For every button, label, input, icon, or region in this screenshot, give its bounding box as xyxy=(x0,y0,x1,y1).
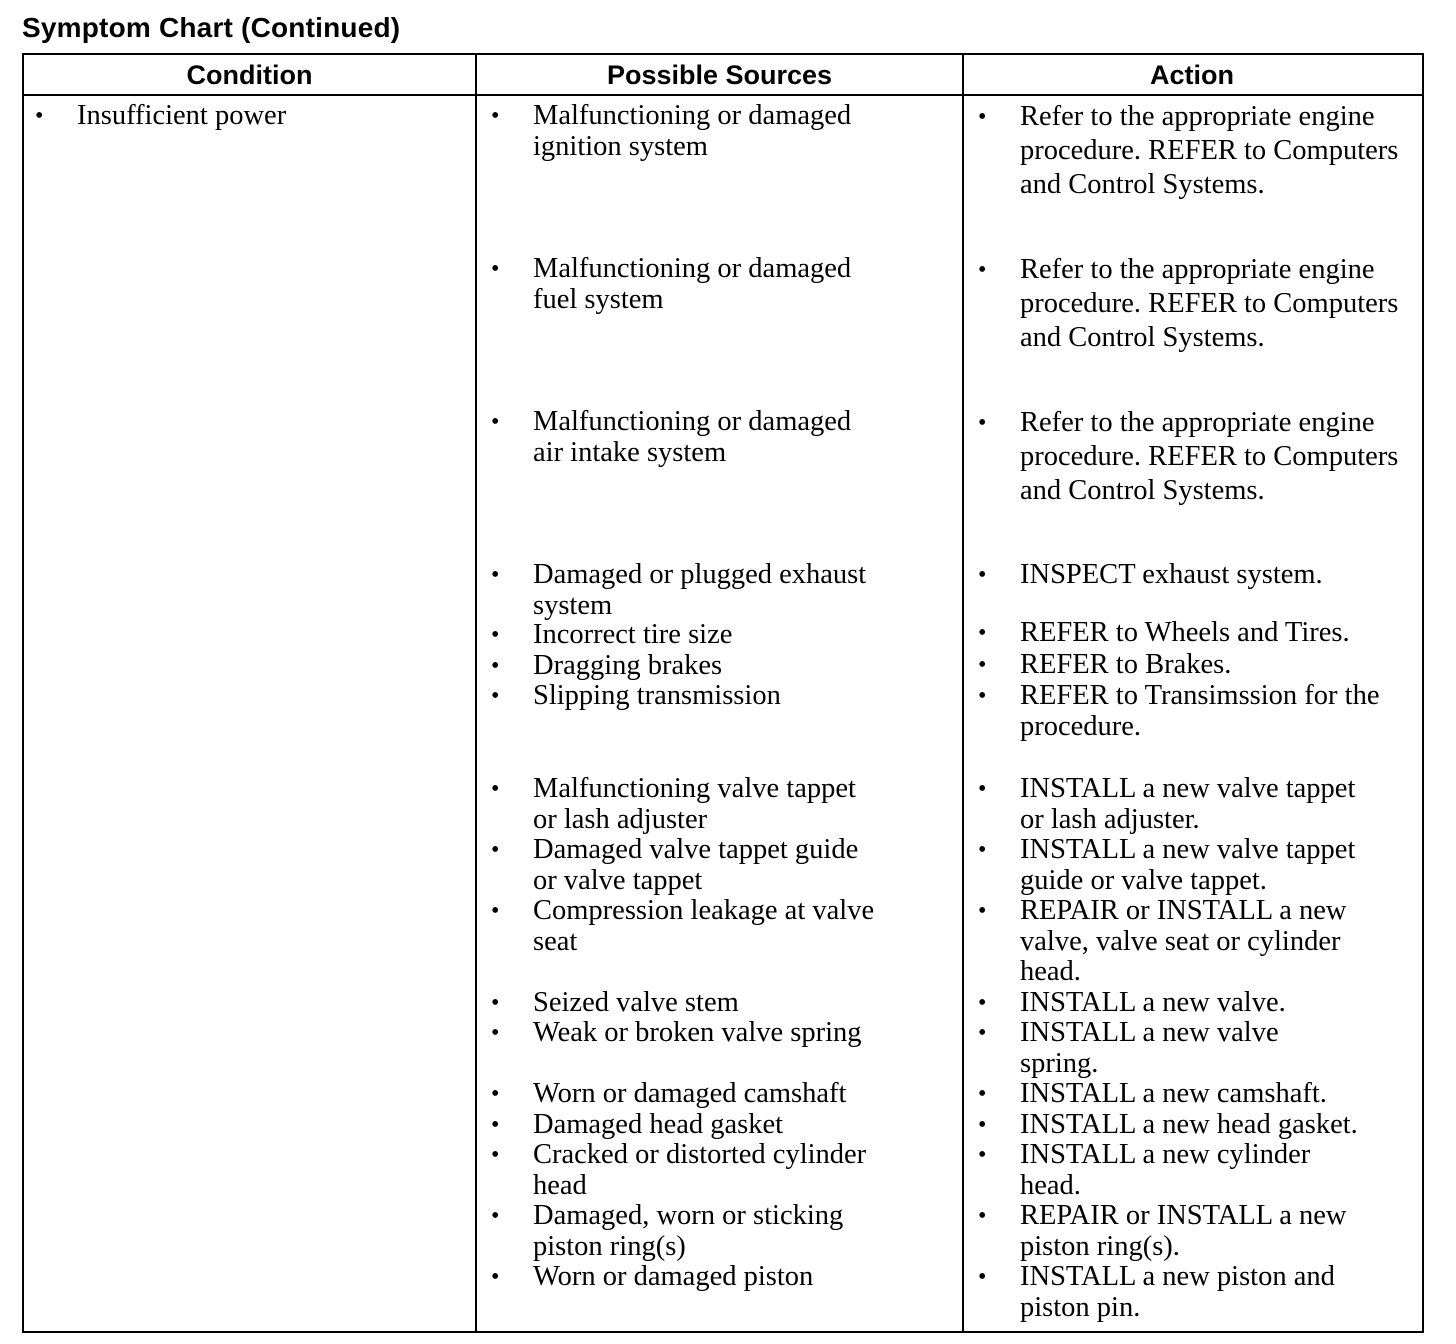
source-bullet: • xyxy=(491,653,500,679)
action-bullet: • xyxy=(978,257,987,283)
column-divider xyxy=(475,53,477,1333)
condition-bullet: • xyxy=(35,103,44,129)
action-item: INSTALL a new valve tappet guide or valve tappet. xyxy=(1020,834,1356,896)
header-divider xyxy=(22,94,1424,96)
source-item: Weak or broken valve spring xyxy=(533,1017,862,1048)
action-bullet: • xyxy=(978,652,987,678)
source-bullet: • xyxy=(491,409,500,435)
action-item: INSTALL a new valve. xyxy=(1020,987,1286,1018)
source-bullet: • xyxy=(491,256,500,282)
source-bullet: • xyxy=(491,622,500,648)
source-item: Damaged head gasket xyxy=(533,1109,784,1140)
action-item: Refer to the appropriate engine procedure. REFER to Computers and Control Systems. xyxy=(1020,101,1399,200)
action-item: REFER to Wheels and Tires. xyxy=(1020,617,1350,648)
source-item: Incorrect tire size xyxy=(533,619,733,650)
action-bullet: • xyxy=(978,1264,987,1290)
source-item: Malfunctioning or damaged ignition system xyxy=(533,100,852,162)
action-bullet: • xyxy=(978,1112,987,1138)
source-item: Cracked or distorted cylinder head xyxy=(533,1139,867,1201)
source-item: Malfunctioning or damaged fuel system xyxy=(533,253,852,315)
action-bullet: • xyxy=(978,620,987,646)
source-bullet: • xyxy=(491,1020,500,1046)
action-item: INSTALL a new camshaft. xyxy=(1020,1078,1327,1109)
source-item: Damaged or plugged exhaust system xyxy=(533,559,867,621)
header-condition: Condition xyxy=(186,60,313,90)
action-item: REPAIR or INSTALL a new piston ring(s). xyxy=(1020,1200,1347,1262)
action-bullet: • xyxy=(978,1142,987,1168)
source-item: Damaged, worn or sticking piston ring(s) xyxy=(533,1200,844,1262)
source-bullet: • xyxy=(491,562,500,588)
source-item: Malfunctioning valve tappet or lash adjuster xyxy=(533,773,856,835)
action-bullet: • xyxy=(978,837,987,863)
action-item: INSTALL a new cylinder head. xyxy=(1020,1139,1311,1201)
action-item: Refer to the appropriate engine procedure. REFER to Computers and Control Systems. xyxy=(1020,407,1399,506)
action-bullet: • xyxy=(978,1081,987,1107)
source-item: Compression leakage at valve seat xyxy=(533,895,875,957)
source-item: Damaged valve tappet guide or valve tappet xyxy=(533,834,859,896)
action-bullet: • xyxy=(978,410,987,436)
action-bullet: • xyxy=(978,104,987,130)
action-bullet: • xyxy=(978,776,987,802)
header-action: Action xyxy=(1150,60,1234,90)
source-bullet: • xyxy=(491,1264,500,1290)
page-title: Symptom Chart (Continued) xyxy=(22,12,401,43)
source-item: Worn or damaged piston xyxy=(533,1261,814,1292)
column-divider xyxy=(962,53,964,1333)
action-bullet: • xyxy=(978,562,987,588)
action-bullet: • xyxy=(978,990,987,1016)
source-item: Dragging brakes xyxy=(533,650,723,681)
action-item: INSPECT exhaust system. xyxy=(1020,559,1323,590)
action-item: INSTALL a new valve tappet or lash adjuster. xyxy=(1020,773,1356,835)
action-item: Refer to the appropriate engine procedure. REFER to Computers and Control Systems. xyxy=(1020,254,1399,353)
source-bullet: • xyxy=(491,1203,500,1229)
action-bullet: • xyxy=(978,1020,987,1046)
source-bullet: • xyxy=(491,683,500,709)
source-item: Seized valve stem xyxy=(533,987,739,1018)
action-bullet: • xyxy=(978,683,987,709)
source-item: Malfunctioning or damaged air intake system xyxy=(533,406,852,468)
source-item: Slipping transmission xyxy=(533,680,781,711)
action-item: REFER to Transimssion for the procedure. xyxy=(1020,680,1380,742)
source-bullet: • xyxy=(491,1112,500,1138)
source-bullet: • xyxy=(491,837,500,863)
source-bullet: • xyxy=(491,776,500,802)
action-item: INSTALL a new piston and piston pin. xyxy=(1020,1261,1335,1323)
action-item: REFER to Brakes. xyxy=(1020,649,1232,680)
action-item: INSTALL a new head gasket. xyxy=(1020,1109,1358,1140)
source-bullet: • xyxy=(491,1081,500,1107)
header-possible-sources: Possible Sources xyxy=(606,60,833,90)
source-bullet: • xyxy=(491,1142,500,1168)
source-bullet: • xyxy=(491,898,500,924)
condition-text: Insufficient power xyxy=(77,100,287,131)
source-bullet: • xyxy=(491,990,500,1016)
action-item: REPAIR or INSTALL a new valve, valve seat or cylinder head. xyxy=(1020,895,1347,987)
action-bullet: • xyxy=(978,1203,987,1229)
source-item: Worn or damaged camshaft xyxy=(533,1078,847,1109)
action-bullet: • xyxy=(978,898,987,924)
action-item: INSTALL a new valve spring. xyxy=(1020,1017,1279,1079)
source-bullet: • xyxy=(491,103,500,129)
